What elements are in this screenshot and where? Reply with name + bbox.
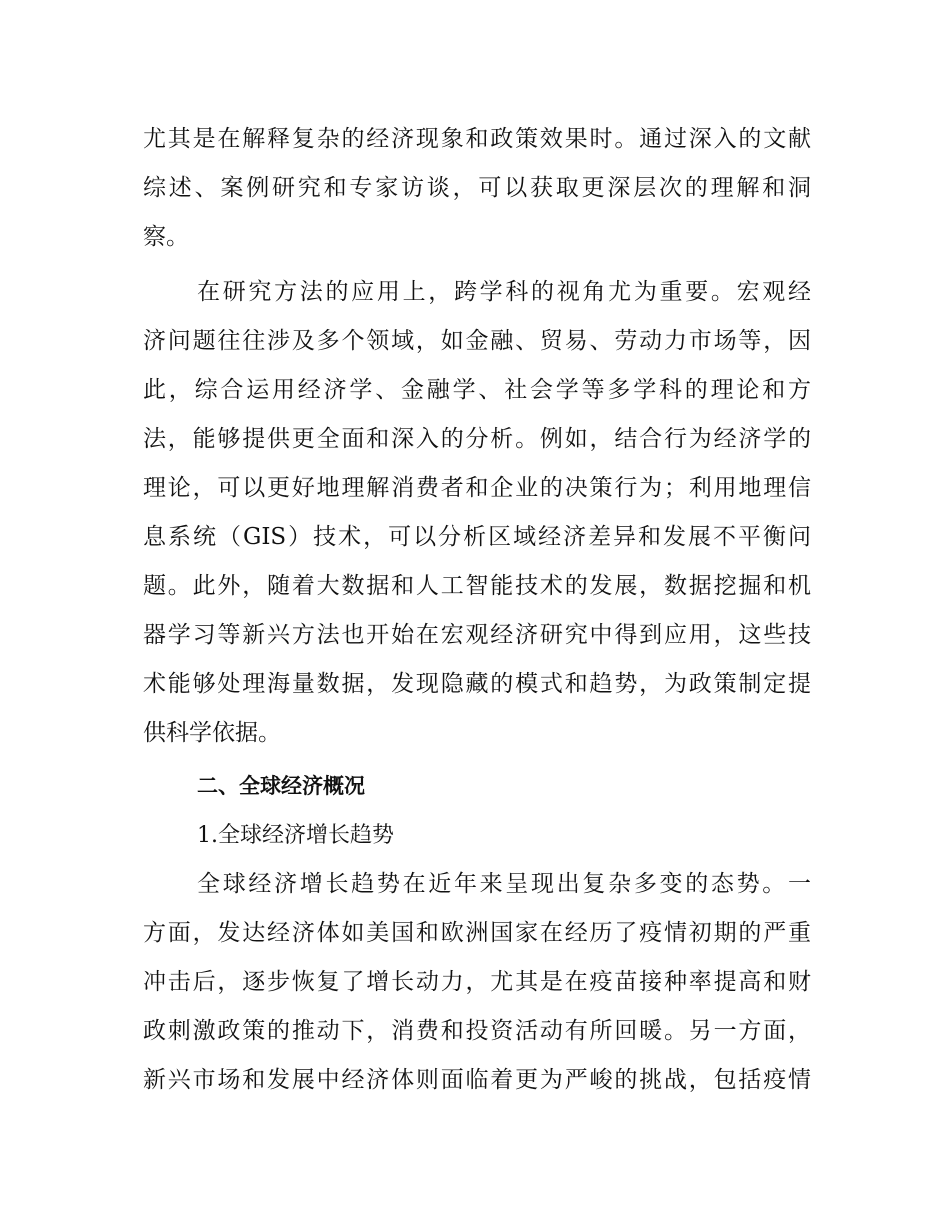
subsection-heading: 1.全球经济增长趋势 — [197, 823, 394, 848]
section-heading: 二、全球经济概况 — [197, 774, 365, 798]
paragraph-1-line: 察。 — [143, 224, 189, 250]
paragraph-3-line: 方面，发达经济体如美国和欧洲国家在经历了疫情初期的严重 — [143, 920, 811, 946]
paragraph-2-line: 理论，可以更好地理解消费者和企业的决策行为；利用地理信 — [143, 475, 811, 501]
paragraph-2-line: 在研究方法的应用上，跨学科的视角尤为重要。宏观经 — [197, 279, 811, 305]
paragraph-2 — [143, 268, 811, 758]
paragraph-2-line: 此，综合运用经济学、金融学、社会学等多学科的理论和方 — [143, 377, 811, 403]
document-body — [143, 115, 811, 1105]
paragraph-3-line: 冲击后，逐步恢复了增长动力，尤其是在疫苗接种率提高和财 — [143, 969, 811, 995]
paragraph-2-line: 供科学依据。 — [143, 720, 281, 746]
paragraph-2-line: 题。此外，随着大数据和人工智能技术的发展，数据挖掘和机 — [143, 573, 811, 599]
paragraph-2-line: 器学习等新兴方法也开始在宏观经济研究中得到应用，这些技 — [143, 622, 811, 648]
paragraph-1 — [143, 115, 811, 262]
paragraph-1-line: 尤其是在解释复杂的经济现象和政策效果时。通过深入的文献 — [143, 126, 811, 152]
paragraph-2-line: 法，能够提供更全面和深入的分析。例如，结合行为经济学的 — [143, 426, 811, 452]
paragraph-1-line: 综述、案例研究和专家访谈，可以获取更深层次的理解和洞 — [143, 175, 811, 201]
paragraph-2-line: 息系统（GIS）技术，可以分析区域经济差异和发展不平衡问 — [143, 524, 811, 550]
paragraph-3 — [143, 860, 811, 1105]
paragraph-2-line: 术能够处理海量数据，发现隐藏的模式和趋势，为政策制定提 — [143, 671, 811, 697]
paragraph-3-line: 全球经济增长趋势在近年来呈现出复杂多变的态势。一 — [197, 871, 811, 897]
paragraph-3-line: 政刺激政策的推动下，消费和投资活动有所回暖。另一方面， — [143, 1018, 811, 1044]
paragraph-2-line: 济问题往往涉及多个领域，如金融、贸易、劳动力市场等，因 — [143, 328, 811, 354]
paragraph-3-line: 新兴市场和发展中经济体则面临着更为严峻的挑战，包括疫情 — [143, 1067, 811, 1093]
